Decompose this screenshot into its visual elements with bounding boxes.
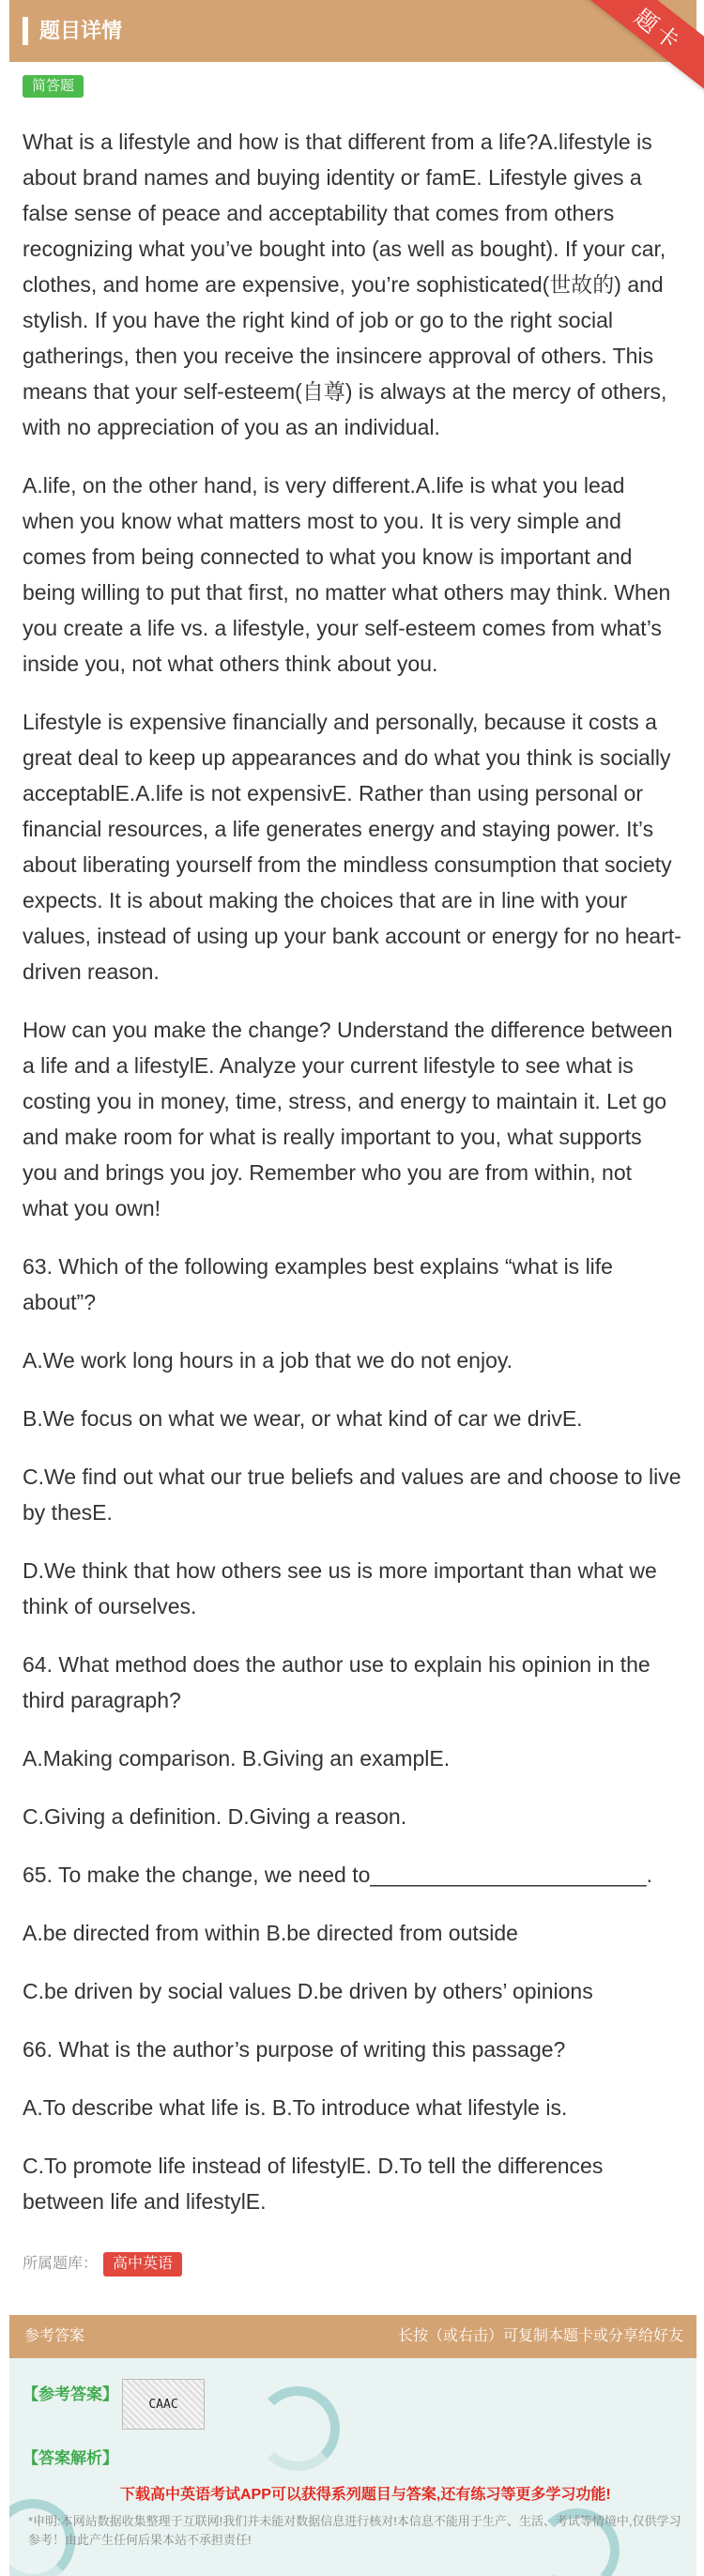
passage-paragraph: Lifestyle is expensive financially and personally, because it costs a great deal to keep up appearances and do what you think is socially acceptablE.A.life is not expensivE. Rather than using personal or financial resources, a life generates energy and staying power. It’s about liberating yourself from the mindless consumption that society expects. It is about making the choices that are in line with your values, instead of using up your bank account or energy for no heart-driven reason. <box>23 710 681 984</box>
question-text: 63. Which of the following examples best explains “what is life about”? <box>23 1254 613 1314</box>
option-text: A.We work long hours in a job that we do not enjoy. <box>23 1348 513 1372</box>
library-tag[interactable]: 高中英语 <box>103 2252 182 2277</box>
passage-paragraph: How can you make the change? Understand the difference between a life and a lifestylE. Analyze your current lifestyle to see what is costing you in money, time, stress, and energy to maintain it. Let go and make room for what is really important to you, what supports you and brings you joy. Remember who you are from within, not what you own! <box>23 1018 673 1220</box>
page-title: 题目详情 <box>39 19 123 42</box>
copy-share-hint: 长按（或右击）可复制本题卡或分享给好友 <box>397 2328 683 2344</box>
download-app-promo[interactable]: 下载高中英语考试APP可以获得系列题目与答案,还有练习等更多学习功能! <box>120 2487 611 2503</box>
question-text: 64. What method does the author use to explain his opinion in the third paragraph? <box>23 1652 650 1712</box>
answer-image: CAAC <box>122 2379 205 2430</box>
answer-section-body <box>9 2358 696 2576</box>
header-accent <box>23 17 28 45</box>
answer-section-title: 参考答案 <box>24 2328 85 2344</box>
option-text: C.Giving a definition. D.Giving a reason. <box>23 1804 407 1829</box>
answer-section-header <box>9 2315 696 2358</box>
disclaimer-text: *申明:本网站数据收集整理于互联网!我们并未能对数据信息进行核对!本信息不能用于生产、生活、考试等情境中,仅供学习参考！由此产生任何后果本站不承担责任! <box>28 2514 681 2547</box>
question-content <box>23 124 681 2242</box>
library-label: 所属题库： <box>23 2256 99 2272</box>
option-text: C.be driven by social values D.be driven by others’ opinions <box>23 1979 593 2003</box>
option-text: B.We focus on what we wear, or what kind of car we drivE. <box>23 1406 583 1431</box>
header-bar <box>9 0 696 62</box>
question-type-badge: 简答题 <box>23 75 84 98</box>
watermark-swirl-icon <box>255 2386 340 2471</box>
question-library <box>23 2251 182 2277</box>
analysis-label: 【答案解析】 <box>23 2449 118 2467</box>
passage-paragraph: What is a lifestyle and how is that different from a life?A.lifestyle is about brand names and buying identity or famE. Lifestyle gives a false sense of peace and acceptability that comes from others recognizing what you’ve bought into (as well as bought). If your car, clothes, and home are expensive, you’re sophisticated(世故的) and stylish. If you have the right kind of job or go to the right social gatherings, then you receive the insincere approval of others. This means that your self-esteem(自尊) is always at the mercy of others, with no appreciation of you as an individual. <box>23 130 667 439</box>
option-text: A.Making comparison. B.Giving an examplE. <box>23 1746 451 1771</box>
question-text: 66. What is the author’s purpose of writing this passage? <box>23 2037 566 2062</box>
question-text: 65. To make the change, we need to_______________________. <box>23 1863 652 1887</box>
answer-label: 【参考答案】 <box>23 2385 118 2403</box>
option-text: C.To promote life instead of lifestylE. D.To tell the differences between life and lifestylE. <box>23 2154 604 2214</box>
option-text: C.We find out what our true beliefs and values are and choose to live by thesE. <box>23 1464 681 1525</box>
ribbon-label: 题卡 <box>629 4 687 57</box>
option-text: D.We think that how others see us is more important than what we think of ourselves. <box>23 1558 657 1618</box>
option-text: A.To describe what life is. B.To introduce what lifestyle is. <box>23 2095 568 2120</box>
passage-paragraph: A.life, on the other hand, is very different.A.life is what you lead when you know what matters most to you. It is very simple and comes from being connected to what you know is important and being willing to put that first, no matter what others may think. When you create a life vs. a lifestyle, your self-esteem comes from what’s inside you, not what others think about you. <box>23 473 671 676</box>
option-text: A.be directed from within B.be directed from outside <box>23 1921 518 1945</box>
